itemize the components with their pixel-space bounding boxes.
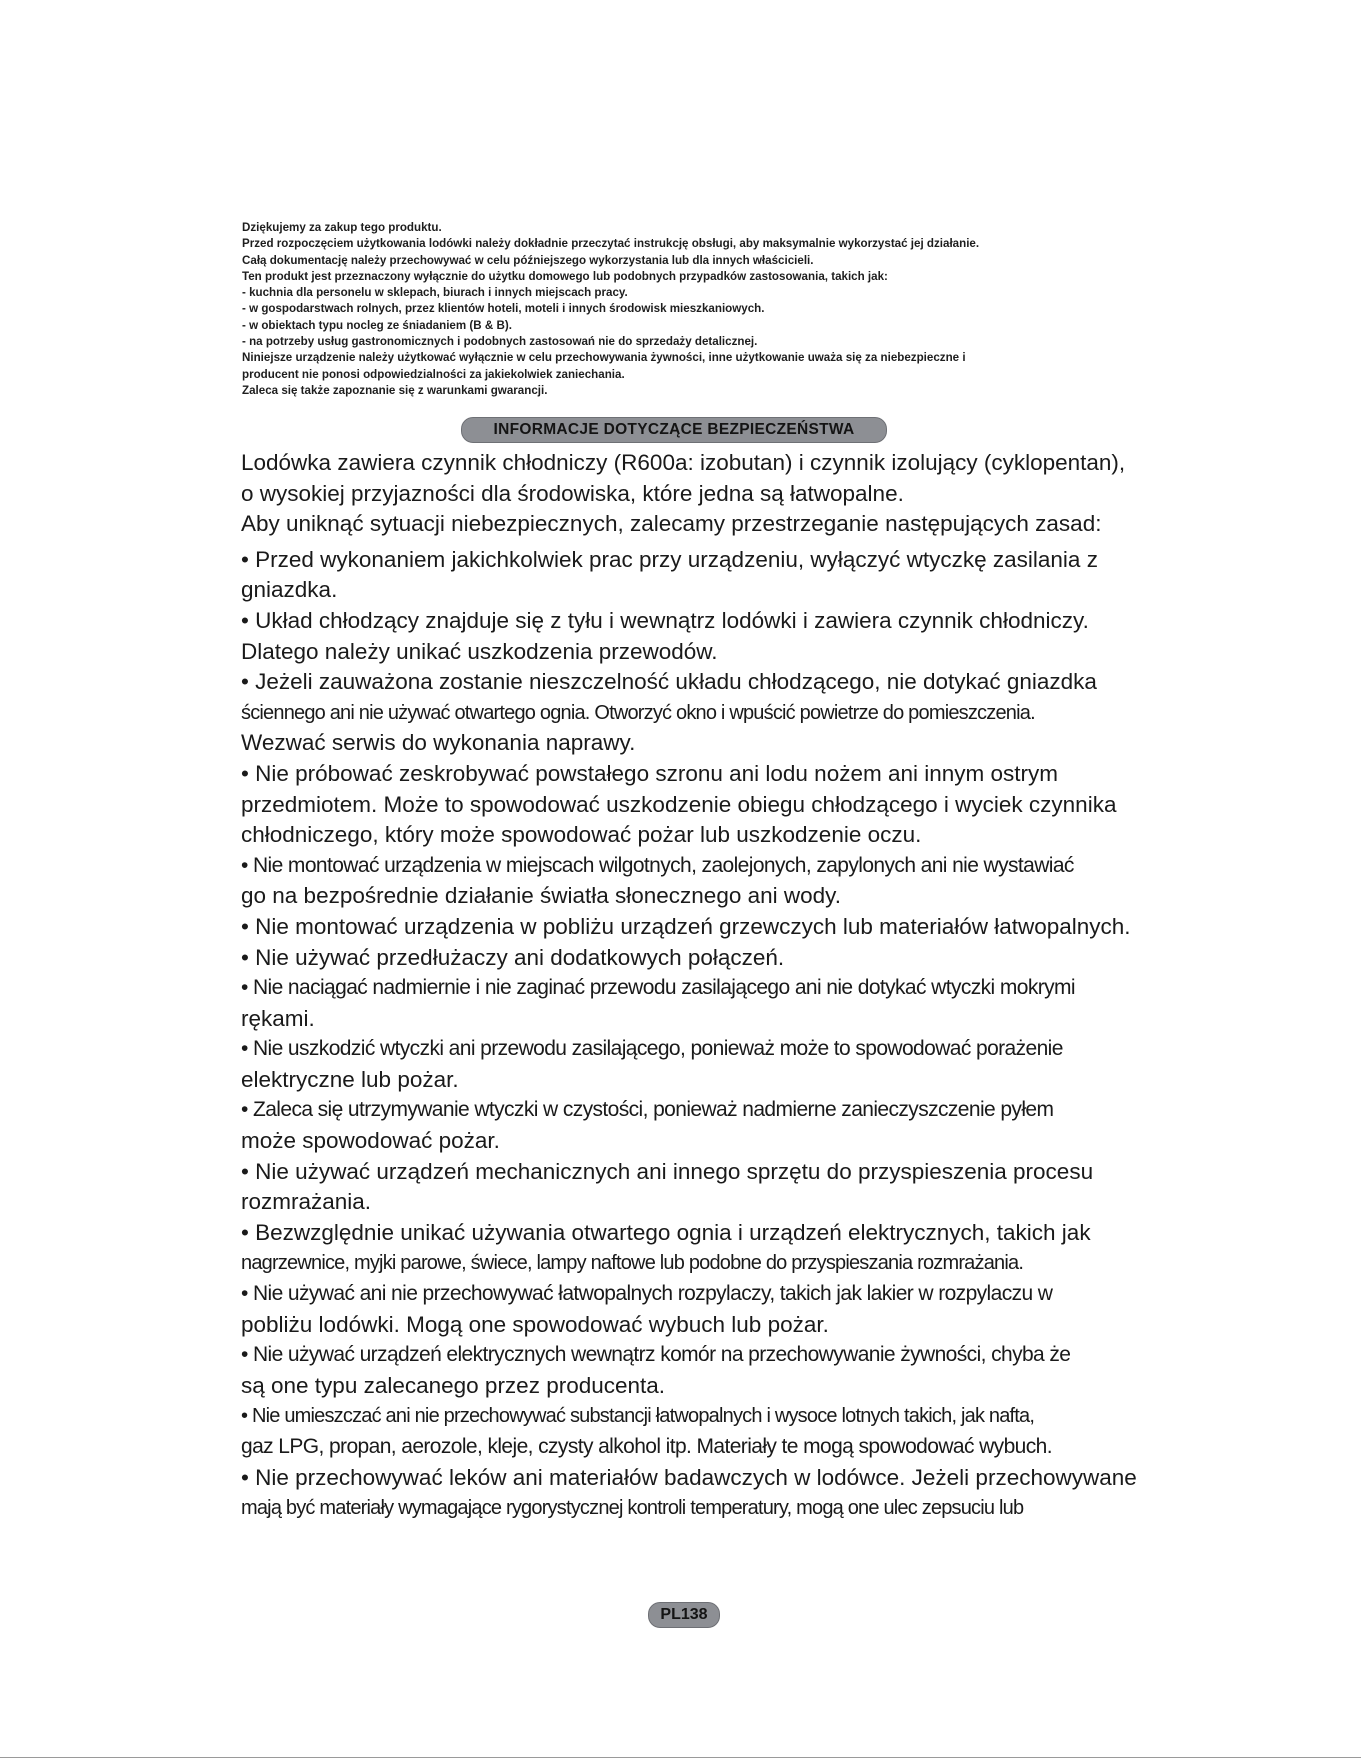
- body-line: elektryczne lub pożar.: [241, 1066, 459, 1092]
- body-line: • Układ chłodzący znajduje się z tyłu i wewnątrz lodówki i zawiera czynnik chłodniczy.: [241, 607, 1089, 633]
- intro-line: Niniejsze urządzenie należy użytkować wyłącznie w celu przechowywania żywności, inne użytkowanie uważa się za niebezpieczne i: [242, 351, 966, 365]
- intro-line: - w gospodarstwach rolnych, przez klientów hoteli, moteli i innych środowisk mieszkaniowych.: [242, 302, 765, 316]
- body-line: mają być materiały wymagające rygorystycznej kontroli temperatury, mogą one ulec zepsuciu lub: [241, 1497, 1024, 1520]
- body-line: • Bezwzględnie unikać używania otwartego ognia i urządzeń elektrycznych, takich jak: [241, 1219, 1091, 1245]
- body-line: są one typu zalecanego przez producenta.: [241, 1372, 666, 1398]
- body-line: • Nie naciągać nadmiernie i nie zaginać przewodu zasilającego ani nie dotykać wtyczki mokrymi: [241, 976, 1075, 1000]
- body-line: • Nie montować urządzenia w miejscach wilgotnych, zaolejonych, zapylonych ani nie wystawiać: [241, 853, 1074, 877]
- intro-line: - na potrzeby usług gastronomicznych i podobnych zastosowań nie do sprzedaży detalicznej.: [242, 335, 758, 349]
- bottom-divider: [0, 1757, 1361, 1758]
- intro-text: [242, 220, 1122, 399]
- body-line: • Nie przechowywać leków ani materiałów badawczych w lodówce. Jeżeli przechowywane: [241, 1464, 1137, 1490]
- body-line: • Nie używać urządzeń mechanicznych ani innego sprzętu do przyspieszenia procesu: [241, 1158, 1094, 1184]
- page-number-badge: PL138: [648, 1602, 720, 1628]
- body-line: Aby uniknąć sytuacji niebezpiecznych, zalecamy przestrzeganie następujących zasad:: [241, 511, 1102, 537]
- body-line: może spowodować pożar.: [241, 1128, 500, 1154]
- intro-line: Ten produkt jest przeznaczony wyłącznie do użytku domowego lub podobnych przypadków zastosowania, takich jak:: [242, 269, 888, 283]
- body-line: • Nie próbować zeskrobywać powstałego szronu ani lodu nożem ani innym ostrym: [241, 760, 1059, 786]
- body-line: pobliżu lodówki. Mogą one spowodować wybuch lub pożar.: [241, 1311, 829, 1337]
- body-line: Lodówka zawiera czynnik chłodniczy (R600a: izobutan) i czynnik izolujący (cyklopentan),: [241, 450, 1126, 475]
- intro-line: Dziękujemy za zakup tego produktu.: [242, 221, 442, 234]
- body-line: o wysokiej przyjazności dla środowiska, które jedna są łatwopalne.: [241, 480, 904, 506]
- body-line: Wezwać serwis do wykonania naprawy.: [241, 730, 636, 756]
- body-line: • Jeżeli zauważona zostanie nieszczelność układu chłodzącego, nie dotykać gniazdka: [241, 669, 1097, 695]
- body-line: • Nie używać urządzeń elektrycznych wewnątrz komór na przechowywanie żywności, chyba że: [241, 1343, 1071, 1367]
- intro-line: Zaleca się także zapoznanie się z warunkami gwarancji.: [242, 383, 548, 397]
- intro-line: - kuchnia dla personelu w sklepach, biurach i innych miejscach pracy.: [242, 286, 628, 300]
- body-line: • Nie umieszczać ani nie przechowywać substancji łatwopalnych i wysoce lotnych takich, jak nafta,: [241, 1405, 1035, 1428]
- body-line: • Nie uszkodzić wtyczki ani przewodu zasilającego, ponieważ może to spowodować porażenie: [241, 1037, 1063, 1061]
- section-title-safety: INFORMACJE DOTYCZĄCE BEZPIECZEŃSTWA: [461, 417, 887, 443]
- body-line: gaz LPG, propan, aerozole, kleje, czysty alkohol itp. Materiały te mogą spowodować wybuch.: [241, 1435, 1052, 1458]
- intro-line: Całą dokumentację należy przechowywać w celu późniejszego wykorzystania lub dla innych właścicieli.: [242, 253, 814, 267]
- body-line: ściennego ani nie używać otwartego ognia. Otworzyć okno i wpuścić powietrze do pomieszczenia.: [241, 701, 1035, 724]
- body-line: • Nie używać przedłużaczy ani dodatkowych połączeń.: [241, 944, 785, 970]
- body-line: gniazdka.: [241, 577, 338, 603]
- body-line: rękami.: [241, 1005, 315, 1031]
- safety-body-text: [241, 448, 1137, 1524]
- body-line: • Nie montować urządzenia w pobliżu urządzeń grzewczych lub materiałów łatwopalnych.: [241, 913, 1131, 939]
- intro-line: Przed rozpoczęciem użytkowania lodówki należy dokładnie przeczytać instrukcję obsługi, aby maksymalnie wykorzystać jej działanie.: [242, 237, 980, 251]
- body-line: • Przed wykonaniem jakichkolwiek prac przy urządzeniu, wyłączyć wtyczkę zasilania z: [241, 546, 1098, 572]
- body-line: • Nie używać ani nie przechowywać łatwopalnych rozpylaczy, takich jak lakier w rozpylaczu w: [241, 1282, 1053, 1306]
- body-line: nagrzewnice, myjki parowe, świece, lampy naftowe lub podobne do przyspieszania rozmrażania.: [241, 1252, 1024, 1275]
- intro-line: producent nie ponosi odpowiedzialności za jakiekolwiek zaniechania.: [242, 367, 625, 381]
- intro-line: - w obiektach typu nocleg ze śniadaniem (B & B).: [242, 318, 512, 332]
- body-line: • Zaleca się utrzymywanie wtyczki w czystości, ponieważ nadmierne zanieczyszczenie pyłem: [241, 1098, 1054, 1122]
- body-line: go na bezpośrednie działanie światła słonecznego ani wody.: [241, 883, 841, 909]
- body-line: chłodniczego, który może spowodować pożar lub uszkodzenie oczu.: [241, 822, 922, 848]
- body-line: rozmrażania.: [241, 1189, 372, 1215]
- body-line: przedmiotem. Może to spowodować uszkodzenie obiegu chłodzącego i wyciek czynnika: [241, 791, 1117, 817]
- body-line: Dlatego należy unikać uszkodzenia przewodów.: [241, 638, 718, 664]
